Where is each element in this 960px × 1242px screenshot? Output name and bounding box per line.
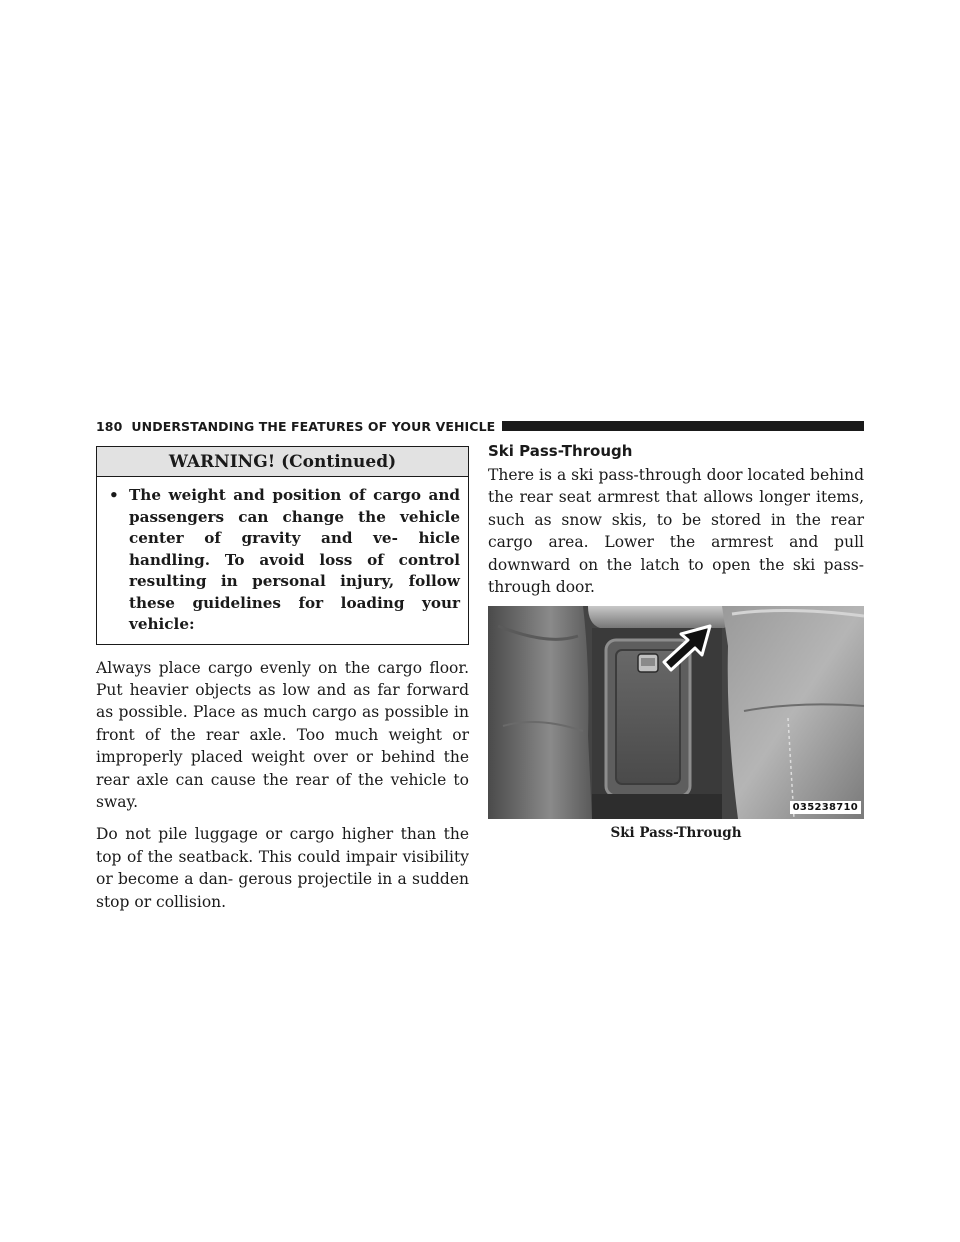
warning-bullet-text: The weight and position of cargo and passengers can change the vehicle center of gravity and ve- hicle handling. To avoid loss of control resulting in personal injury, follow these guidelines for loading your vehicle: (129, 486, 460, 633)
luggage-height-paragraph: Do not pile luggage or cargo higher than the top of the seatback. This could impair visibility or become a dan- gerous projectile in a sudden stop or collision. (96, 825, 469, 911)
ski-pass-through-paragraph: There is a ski pass-through door located behind the rear seat armrest that allows longer items, such as snow skis, to be stored in the rear cargo area. Lower the armrest and pull downward on the latch to open the ski pass-through door. (488, 466, 864, 597)
left-column (96, 446, 469, 913)
page-number: 180 (96, 418, 123, 434)
warning-box (96, 446, 469, 645)
warning-bullet-item (97, 477, 468, 644)
bullet-icon: • (109, 486, 119, 504)
page-header (96, 416, 864, 436)
cargo-placement-paragraph: Always place cargo evenly on the cargo floor. Put heavier objects as low and as far forward as possible. Place as much cargo as possible in front of the rear axle. Too much weight or improperly placed weight over or behind the rear axle can cause the rear of the vehicle to sway. (96, 658, 469, 811)
header-rule (502, 421, 864, 431)
section-title: UNDERSTANDING THE FEATURES OF YOUR VEHICLE (131, 418, 496, 434)
section-heading: Ski Pass-Through (488, 442, 633, 460)
warning-title: WARNING! (Continued) (97, 447, 468, 477)
ski-pass-through-photo (488, 606, 864, 819)
right-column (488, 442, 864, 841)
image-code: 035238710 (790, 801, 861, 814)
photo-caption: Ski Pass-Through (610, 825, 742, 842)
